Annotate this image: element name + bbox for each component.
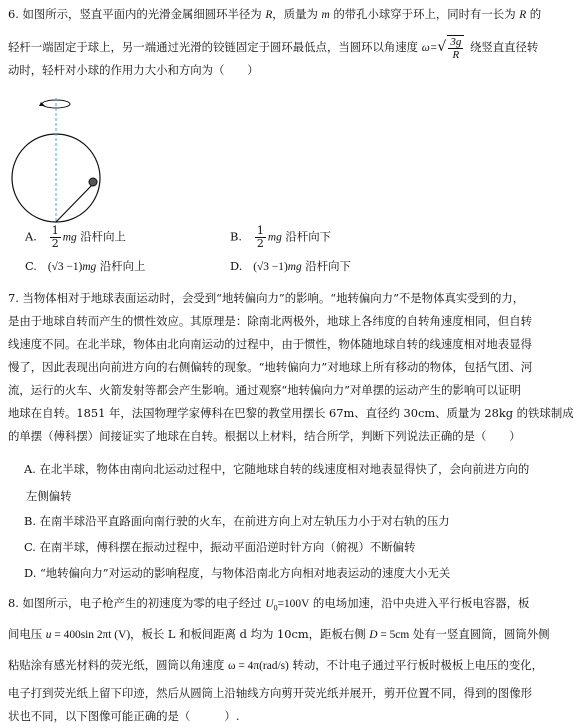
q7-line-4: 慢了，因此表现出向前进方向的右侧偏转的现象。“地转偏向力”对地球上所有移动的物体，包括气团、河 — [8, 360, 533, 374]
q7-line-2: 是由于地球自转而产生的惯性效应。其原理是：除南北两极外，地球上各纬度的自转角速度相同，但自转 — [8, 314, 532, 328]
q8-line-4: 电子打到荧光纸上留下印迹，然后从圆筒上沿轴线方向剪开荧光纸并展开，剪开位置不同，得到的图像形 — [8, 686, 532, 700]
q7-line-7: 的单摆（傅科摆）间接证实了地球在自转。根据以上材料，结合所学，判断下列说法正确的是（ ） — [8, 429, 521, 443]
q6-option-d[interactable]: D. (√3 −1)mg 沿杆向下 — [230, 259, 351, 273]
rotation-arrowhead — [39, 102, 45, 106]
voltage-symbol: U — [265, 598, 274, 610]
q7-option-c[interactable]: C. 在南半球，傅科摆在振动过程中，振动平面沿逆时针方向（俯视）不断偏转 — [24, 540, 416, 554]
sqrt-fraction: $\frac{3g}{R}$ — [447, 35, 464, 61]
q7-line-6: 地球在自转。1851 年，法国物理学家傅科在巴黎的教堂用摆长 67m、直径约 30cm、质量为 28kg 的铁球制成 — [8, 406, 574, 420]
q7-option-a-cont: 左侧偏转 — [26, 489, 72, 503]
q7-line-5: 流，运行的火车、火箭发射等都会产生影响。通过观察“地转偏向力”对单摆的运动产生的影响可以证明 — [8, 383, 521, 397]
omega-formula: ω= — [421, 42, 438, 54]
omega-value: ω = 4π(rad/s) — [228, 660, 289, 672]
q7-option-d[interactable]: D. “地转偏向力”对运动的影响程度，与物体沿南北方向相对地表运动的速度大小无关 — [24, 566, 451, 580]
q6-option-a[interactable]: A. $\frac{1}{2}$ mg 沿杆向上 — [25, 224, 126, 250]
q6-option-b[interactable]: B. $\frac{1}{2}$ mg 沿杆向下 — [230, 224, 331, 250]
q7-option-a[interactable]: A. 在北半球，物体由南向北运动过程中，它随地球自转的线速度相对地表显得快了，会向前进方向的 — [24, 462, 530, 476]
q8-line-1: 8. 如图所示，电子枪产生的初速度为零的电子经过 $U_0=100V$ 的电场加速，沿中央进入平行板电容器，板 — [8, 596, 530, 613]
radius-symbol: R — [265, 9, 273, 21]
light-rod — [56, 184, 93, 222]
ring-figure — [8, 92, 118, 222]
q7-option-b[interactable]: B. 在南半球沿平直路面向南行驶的火车，在前进方向上对左轨压力小于对右轨的压力 — [24, 514, 450, 528]
q8-line-5: 状也不同，以下图像可能正确的是（ ）. — [8, 709, 240, 723]
q6-option-c[interactable]: C. (√3 −1)mg 沿杆向上 — [25, 259, 146, 273]
q6-line2: 轻杆一端固定于球上，另一端通过光滑的铰链固定于圆环最低点，当圆环以角速度 ω=√ $\frac{3g}{R}$ 绕竖直直径转 — [8, 36, 539, 61]
q6-line1: 6. 如图所示，竖直平面内的光滑金属细圆环半径为 R，质量为 m 的带孔小球穿于环上，同时有一长为 R 的 — [8, 7, 542, 21]
q7-line-1: 7. 当物体相对于地球表面运动时，会受到“地转偏向力”的影响。“地转偏向力”不是物体真实受到的力， — [8, 291, 525, 305]
q7-line-3: 线速度不同。在北半球，物体由北向南运动的过程中，由于惯性，物体随地球自转的线速度相对地表显得 — [8, 337, 532, 351]
mass-symbol: m — [321, 9, 330, 21]
q8-line-2: 间电压 u = 400sin 2πt (V)，板长 L 和板间距离 d 均为 10cm，距板右侧 D = 5cm 处有一竖直圆筒，圆筒外侧 — [8, 627, 550, 641]
ball — [89, 178, 97, 186]
q8-line-3: 粘贴涂有感光材料的荧光纸，圆筒以角速度 ω = 4π(rad/s) 转动，不计电子通过平行板时极板上电压的变化， — [8, 658, 544, 672]
q6-line3: 动时，轻杆对小球的作用力大小和方向为（ ） — [8, 63, 259, 77]
